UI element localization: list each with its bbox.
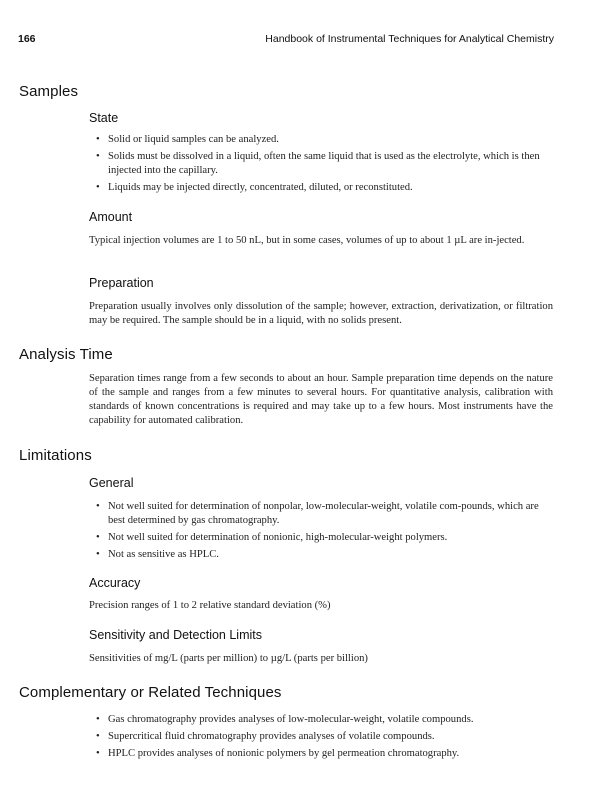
subheading-state: State (89, 111, 119, 125)
list-item: • Supercritical fluid chromatography provides analyses of volatile compounds. (89, 730, 549, 744)
list-item: • HPLC provides analyses of nonionic polymers by gel permeation chromatography. (89, 747, 549, 761)
subheading-general: General (89, 476, 134, 490)
section-heading-samples: Samples (19, 83, 79, 100)
list-item: • Gas chromatography provides analyses of low-molecular-weight, volatile compounds. (89, 713, 549, 727)
list-item: • Not as sensitive as HPLC. (89, 548, 549, 562)
general-bullet-list (89, 500, 549, 565)
sensitivity-paragraph: Sensitivities of mg/L (parts per million) to µg/L (parts per billion) (89, 653, 368, 664)
running-header (18, 33, 554, 49)
state-bullet-list (89, 133, 549, 198)
accuracy-paragraph: Precision ranges of 1 to 2 relative standard deviation (%) (89, 600, 331, 611)
subheading-amount: Amount (89, 210, 133, 224)
list-item: • Solid or liquid samples can be analyzed. (89, 133, 549, 147)
subheading-sensitivity: Sensitivity and Detection Limits (89, 628, 262, 642)
complementary-bullet-list (89, 713, 549, 764)
list-item: • Solids must be dissolved in a liquid, often the same liquid that is used as the electrolyte, which is then injected into the capillary. (89, 150, 549, 178)
section-heading-complementary: Complementary or Related Techniques (19, 684, 282, 701)
list-item: • Not well suited for determination of nonpolar, low-molecular-weight, volatile com-pounds, which are best determined by gas chromatography. (89, 500, 549, 528)
book-title: Handbook of Instrumental Techniques for Analytical Chemistry (265, 33, 554, 45)
page-number: 166 (18, 33, 36, 45)
amount-paragraph: Typical injection volumes are 1 to 50 nL, but in some cases, volumes of up to about 1 µL are in-jected. (89, 235, 525, 246)
list-item: • Liquids may be injected directly, concentrated, diluted, or reconstituted. (89, 181, 549, 195)
section-heading-limitations: Limitations (19, 447, 92, 464)
section-heading-analysis-time: Analysis Time (19, 346, 113, 363)
subheading-preparation: Preparation (89, 276, 154, 290)
analysis-time-paragraph: Separation times range from a few seconds to about an hour. Sample preparation time depends on the nature of the sample and ranges from a few minutes to several hours. For quantitative analysis, calibration with standards of known concentrations is required and may take up to a few hours. Most instruments have the capability for automated calibration. (89, 373, 553, 426)
preparation-paragraph: Preparation usually involves only dissolution of the sample; however, extraction, derivatization, or filtration may be required. The sample should be in a liquid, with no solids present. (89, 301, 553, 326)
list-item: • Not well suited for determination of nonionic, high-molecular-weight polymers. (89, 531, 549, 545)
subheading-accuracy: Accuracy (89, 576, 141, 590)
